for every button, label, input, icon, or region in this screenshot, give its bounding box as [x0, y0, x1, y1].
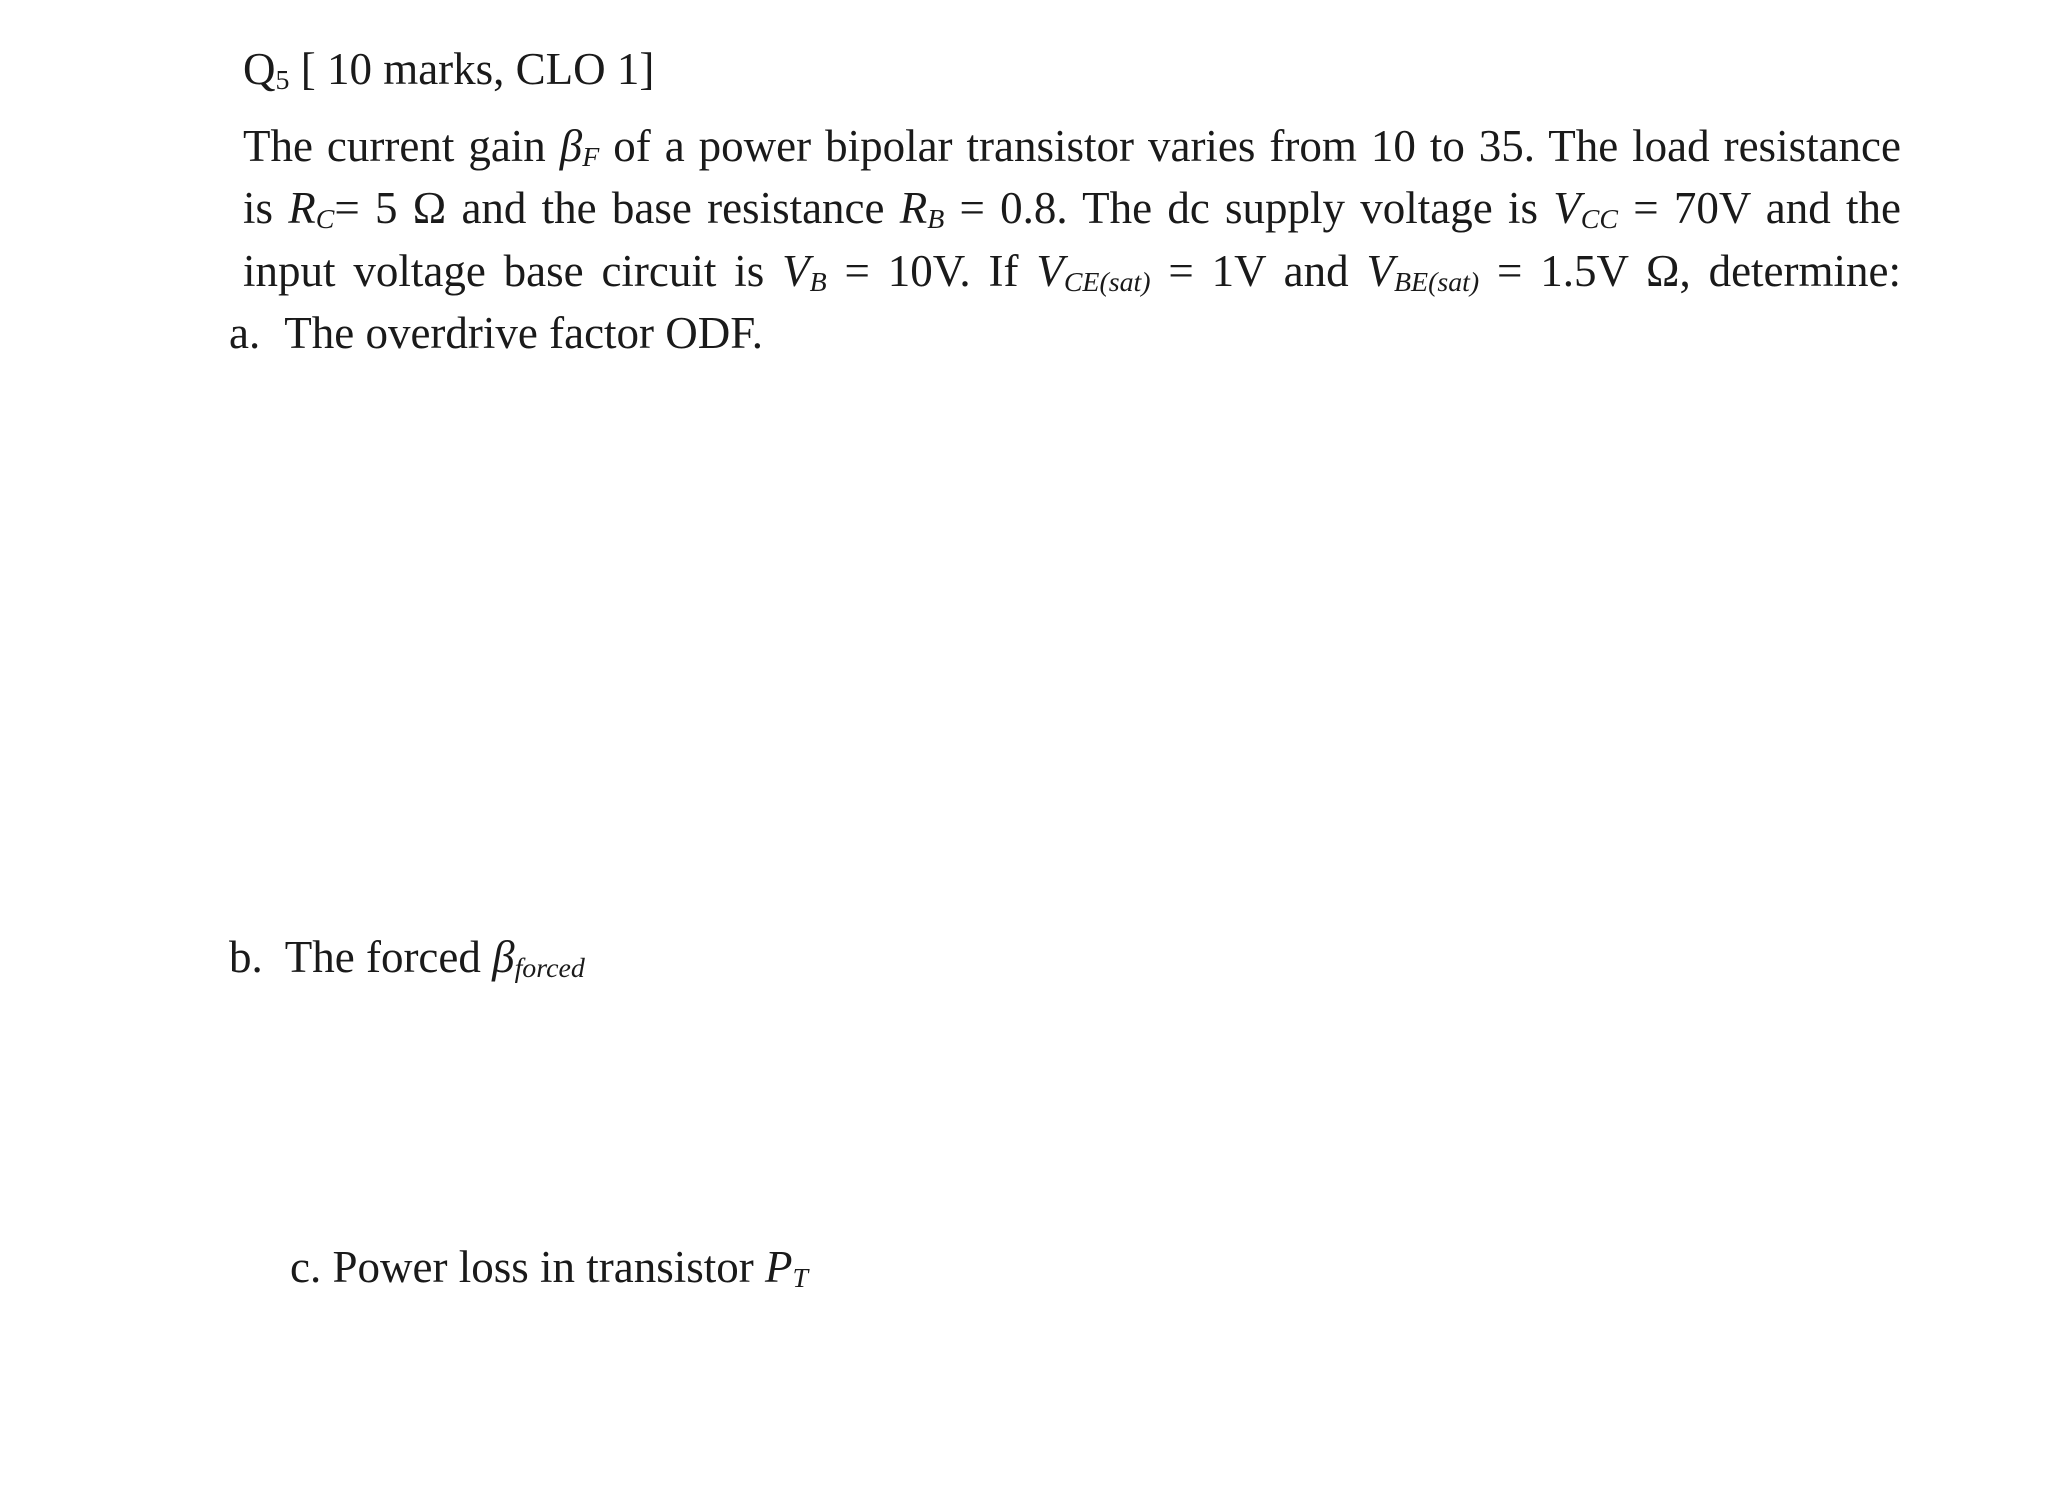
text-segment: The current gain	[243, 121, 560, 171]
text-segment: is	[243, 183, 289, 233]
vbe-symbol: V	[1366, 246, 1394, 296]
rb-subscript: B	[927, 204, 945, 236]
vbe-subscript: BE(sat)	[1394, 267, 1480, 299]
rc-symbol: R	[288, 183, 316, 233]
vb-subscript: B	[809, 267, 827, 299]
rb-symbol: R	[899, 183, 928, 233]
text-segment: = 0.8. The dc supply voltage is	[944, 183, 1554, 233]
text-segment: of a power bipolar transistor varies from 10 to 35. The load resistance	[599, 121, 1902, 171]
beta-symbol: β	[559, 121, 583, 171]
question-number: Q	[243, 44, 276, 94]
question-number-subscript: 5	[275, 65, 290, 97]
part-a-label: a.	[229, 308, 261, 358]
part-c-text: c. Power loss in transistor	[290, 1242, 765, 1292]
rc-subscript: C	[315, 204, 335, 236]
part-a-text: The overdrive factor ODF.	[284, 308, 763, 358]
text-segment: = 1V and	[1150, 246, 1367, 296]
text-segment: input voltage base circuit is	[243, 246, 783, 296]
vce-subscript: CE(sat)	[1063, 267, 1151, 299]
pt-subscript: T	[792, 1263, 808, 1295]
part-b	[229, 932, 585, 985]
question-marks: [ 10 marks, CLO 1]	[289, 44, 655, 94]
part-c	[290, 1242, 808, 1295]
vce-symbol: V	[1036, 246, 1064, 296]
beta-forced-symbol: β	[492, 932, 515, 982]
part-b-label: b.	[229, 932, 263, 982]
question-heading	[243, 44, 655, 97]
text-segment: = 5 Ω and the base resistance	[334, 183, 900, 233]
paragraph-line-3	[243, 246, 1901, 299]
paragraph-line-1	[243, 121, 1902, 174]
paragraph-line-2	[243, 183, 1901, 236]
text-segment: = 70V and the	[1617, 183, 1901, 233]
text-segment: = 1.5V Ω, determine:	[1479, 246, 1901, 296]
part-b-text: The forced	[284, 932, 493, 982]
text-segment: = 10V. If	[826, 246, 1037, 296]
part-a	[229, 308, 763, 358]
vcc-symbol: V	[1553, 183, 1581, 233]
beta-subscript: F	[582, 142, 600, 174]
vb-symbol: V	[782, 246, 810, 296]
beta-forced-subscript: forced	[514, 953, 585, 985]
pt-symbol: P	[764, 1242, 793, 1292]
vcc-subscript: CC	[1580, 204, 1618, 236]
